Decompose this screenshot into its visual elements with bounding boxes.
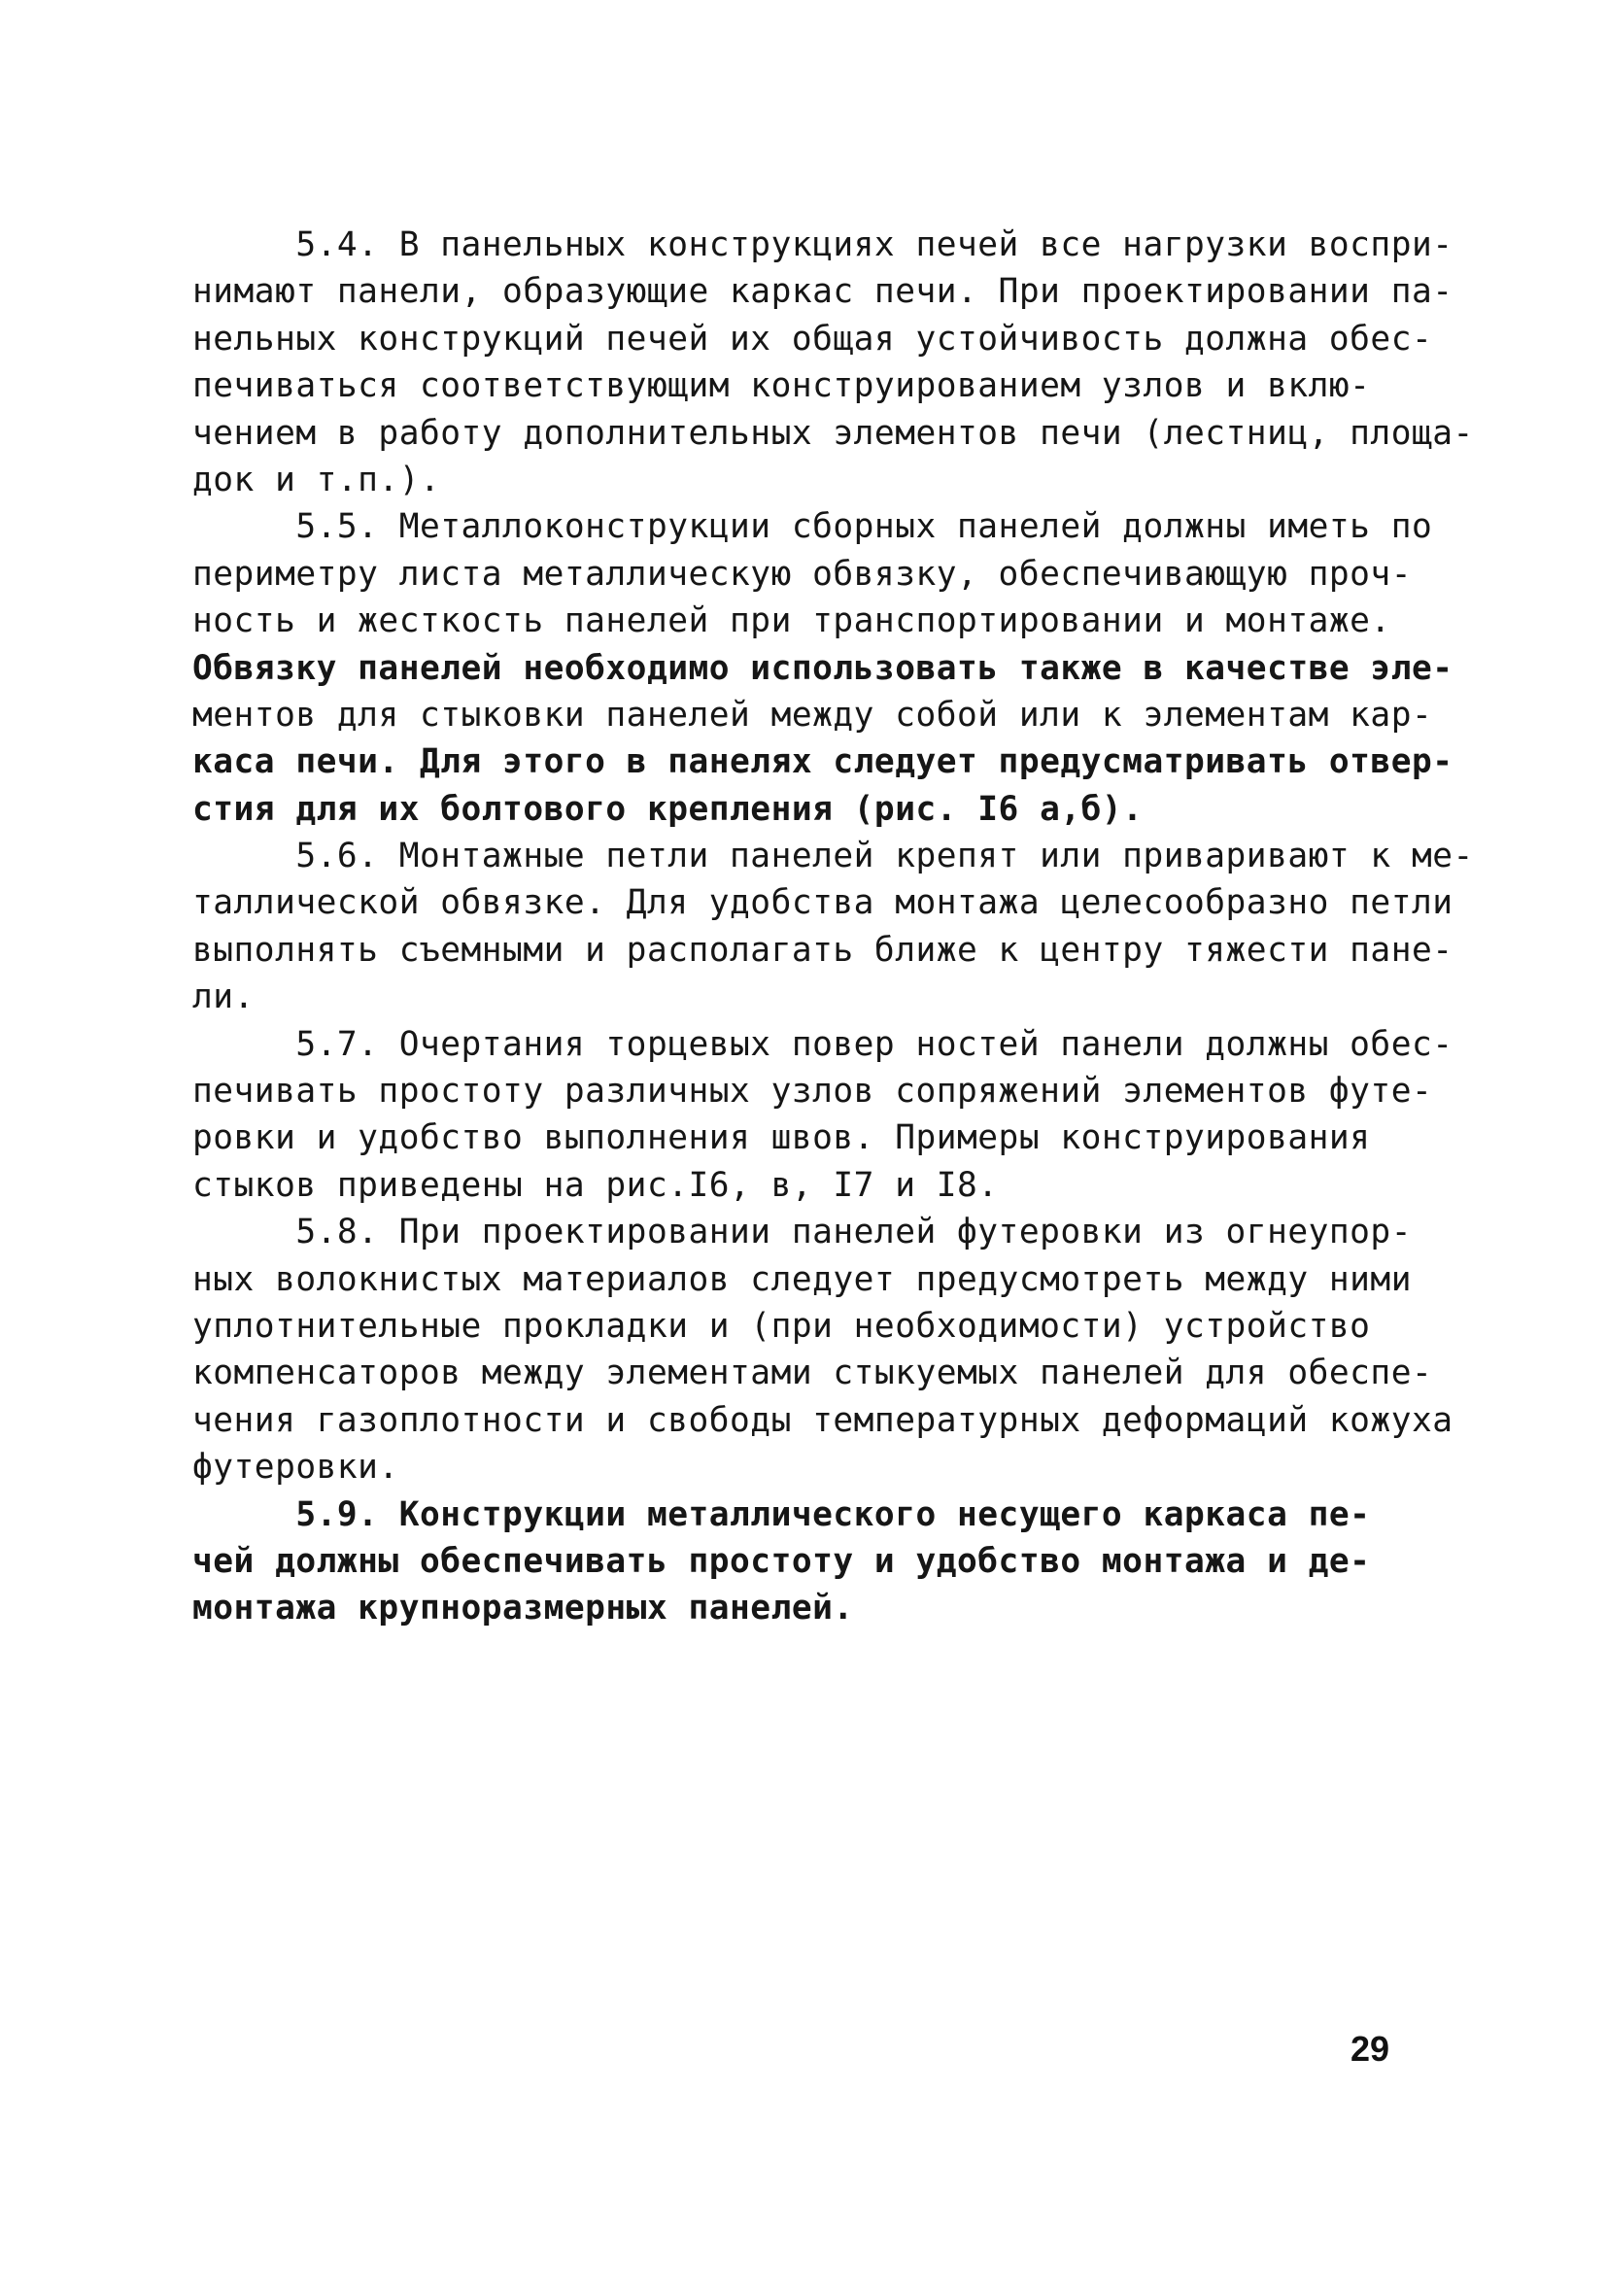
text-line: 5.4. В панельных конструкциях печей все нагрузки воспри- (192, 225, 1453, 264)
text-line: выполнять съемными и располагать ближе к центру тяжести пане- (192, 930, 1453, 970)
text-line: док и т.п.). (192, 460, 441, 499)
text-line: печиваться соответствующим конструированием узлов и вклю- (192, 366, 1371, 406)
body-text (192, 222, 1474, 1632)
text-line: ность и жесткость панелей при транспортировании и монтаже. (192, 601, 1391, 641)
text-line: ных волокнистых материалов следует предусмотреть между ними (192, 1259, 1412, 1299)
text-line: чением в работу дополнительных элементов печи (лестниц, площа- (192, 413, 1474, 453)
page-number: 29 (1351, 2029, 1390, 2069)
text-line: 5.5. Металлоконструкции сборных панелей должны иметь по (192, 507, 1433, 547)
text-line: ли. (192, 977, 255, 1017)
text-line: 5.8. При проектировании панелей футеровки из огнеупор- (192, 1213, 1412, 1252)
text-line: таллической обвязке. Для удобства монтажа целесообразно петли (192, 883, 1453, 923)
text-line: футеровки. (192, 1448, 399, 1488)
text-line: печивать простоту различных узлов сопряжений элементов футе- (192, 1072, 1433, 1112)
text-line: компенсаторов между элементами стыкуемых панелей для обеспе- (192, 1354, 1433, 1393)
text-line: нельных конструкций печей их общая устойчивость должна обес- (192, 319, 1433, 359)
text-line: 5.7. Очертания торцевых повер ностей панели должны обес- (192, 1024, 1453, 1064)
text-line: уплотнительные прокладки и (при необходимости) устройство (192, 1306, 1371, 1346)
text-line: ровки и удобство выполнения швов. Примеры конструирования (192, 1118, 1371, 1158)
text-line: каса печи. Для этого в панелях следует предусматривать отвер- (192, 742, 1453, 782)
text-line: чения газоплотности и свободы температурных деформаций кожуха (192, 1400, 1453, 1440)
text-line: периметру листа металлическую обвязку, обеспечивающую проч- (192, 554, 1412, 594)
text-line: 5.9. Конструкции металлического несущего каркаса пе- (192, 1494, 1371, 1534)
text-line: стыков приведены на рис.I6, в, I7 и I8. (192, 1165, 999, 1205)
text-line: ментов для стыковки панелей между собой или к элементам кар- (192, 695, 1433, 735)
text-line: стия для их болтового крепления (рис. I6 а,б). (192, 789, 1144, 829)
text-line: 5.6. Монтажные петли панелей крепят или приваривают к ме- (192, 837, 1474, 876)
text-line: нимают панели, образующие каркас печи. При проектировании па- (192, 272, 1453, 312)
text-line: чей должны обеспечивать простоту и удобство монтажа и де- (192, 1541, 1371, 1581)
text-line: Обвязку панелей необходимо использовать также в качестве эле- (192, 648, 1453, 688)
text-line: монтажа крупноразмерных панелей. (192, 1589, 854, 1628)
